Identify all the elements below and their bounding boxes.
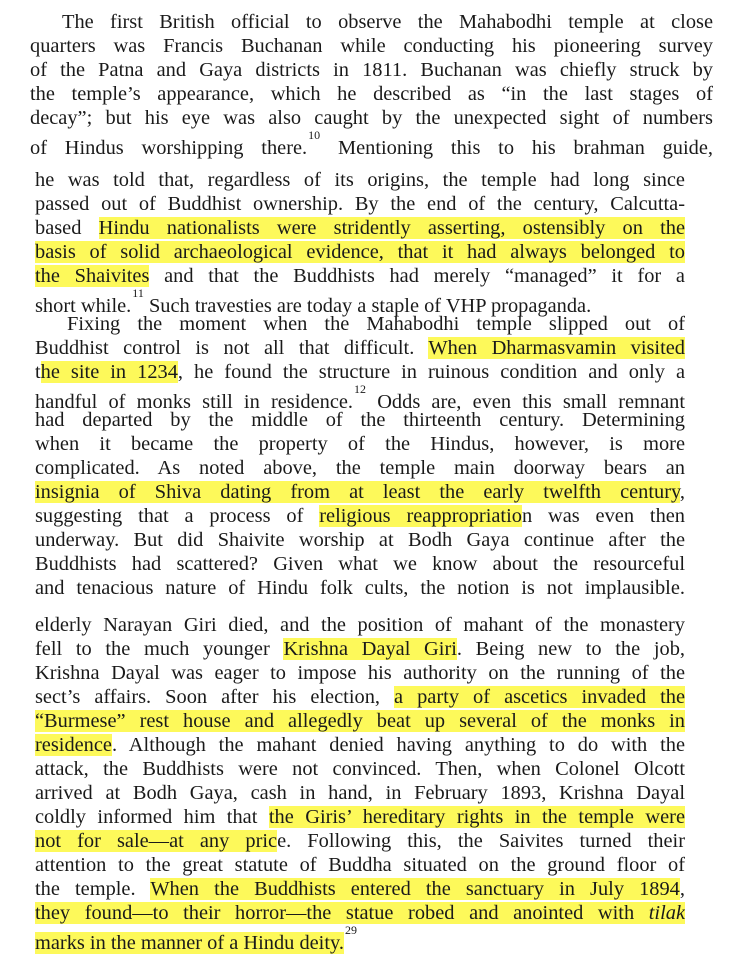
text-line: when it became the property of the Hindus, however, is more [35, 433, 685, 455]
text-line: elderly Narayan Giri died, and the position of mahant of the monastery [35, 614, 685, 636]
text-line: handful of monks still in residence.$^{12}$ Odds are, even this small remnant [35, 384, 685, 413]
highlight: marks in the manner of a Hindu deity. [35, 931, 344, 954]
text-line: the site in 1234, he found the structure in ruinous condition and only a [35, 361, 685, 383]
footnote-marker: 11 [132, 288, 144, 300]
highlight: residence [35, 734, 112, 756]
highlight: he site in 1234 [40, 361, 178, 383]
highlight: they found—to their horror—the statue robed and anointed with tilak [35, 902, 685, 924]
text-line: complicated. As noted above, the temple main doorway bears an [35, 457, 685, 479]
text-line: Buddhist control is not all that difficult. When Dharmasvamin visited [35, 337, 685, 359]
text-line: of Hindus worshipping there.$^{10}$ Mentioning this to his brahman guide, [30, 130, 713, 159]
highlight: Hindu nationalists were stridently asserting, ostensibly on the [98, 217, 685, 239]
text-line: fell to the much younger Krishna Dayal Giri. Being new to the job, [35, 638, 685, 660]
text-line [35, 240, 685, 264]
text-line [35, 709, 685, 733]
text-line [35, 925, 685, 955]
text-line: attention to the great statute of Buddha situated on the ground floor of [35, 854, 685, 876]
text-line: he was told that, regardless of its origins, the temple had long since [35, 169, 685, 191]
text-line: the temple. When the Buddhists entered the sanctuary in July 1894, [35, 878, 685, 900]
footnote-marker: 12 [354, 384, 367, 396]
highlight: basis of solid archaeological evidence, that it had always belonged to [35, 241, 685, 263]
highlight: a party of ascetics invaded the [394, 686, 685, 708]
highlight: insignia of Shiva dating from at least the early twelfth century [35, 481, 680, 503]
text-line: Buddhists had scattered? Given what we know about the resourceful [35, 553, 685, 575]
text-line: decay”; but his eye was also caught by the unexpected sight of numbers [30, 107, 713, 129]
highlight: Krishna Dayal Giri [283, 638, 457, 660]
text-line: had departed by the middle of the thirteenth century. Determining [35, 409, 685, 431]
text-line: coldly informed him that the Giris’ hereditary rights in the temple were [35, 806, 685, 828]
text-line: Krishna Dayal was eager to impose his authority on the running of the [35, 662, 685, 684]
text-line: of the Patna and Gaya districts in 1811. Buchanan was chiefly struck by [30, 59, 713, 81]
text-line: quarters was Francis Buchanan while conducting his pioneering survey [30, 35, 713, 57]
text-line: arrived at Bodh Gaya, cash in hand, in February 1893, Krishna Dayal [35, 782, 685, 804]
highlight: “Burmese” rest house and allegedly beat up several of the monks in [35, 710, 685, 732]
footnote-marker: 10 [308, 130, 321, 142]
text-line: attack, the Buddhists were not convinced. Then, when Colonel Olcott [35, 758, 685, 780]
text-line: The first British official to observe the Mahabodhi temple at close [62, 11, 713, 33]
text-line: not for sale—at any price. Following this, the Saivites turned their [35, 830, 685, 852]
highlight: the Giris’ hereditary rights in the temple were [268, 806, 685, 828]
text-line: the temple’s appearance, which he described as “in the last stages of [30, 83, 713, 105]
text-line: and tenacious nature of Hindu folk cults, the notion is not implausible. [35, 577, 685, 599]
text-line: passed out of Buddhist ownership. By the end of the century, Calcutta- [35, 193, 685, 215]
text-line: sect’s affairs. Soon after his election, a party of ascetics invaded the [35, 686, 685, 708]
highlight: religious reappropriatio [319, 505, 522, 527]
text-line: suggesting that a process of religious reappropriation was even then [35, 505, 685, 527]
text-line: the Shaivites and that the Buddhists had merely “managed” it for a [35, 265, 685, 287]
highlight: not for sale—at any pric [35, 830, 278, 852]
text-line: based Hindu nationalists were stridently asserting, ostensibly on the [35, 217, 685, 239]
highlight: When the Buddhists entered the sanctuary in July 1894 [150, 878, 680, 900]
highlight: the Shaivites [35, 265, 150, 287]
text-line: Fixing the moment when the Mahabodhi temple slipped out of [67, 313, 685, 335]
highlight: When Dharmasvamin visited [428, 337, 685, 359]
text-line: short while.$^{11}$ Such travesties are today a staple of VHP propaganda. [35, 288, 592, 317]
text-line: insignia of Shiva dating from at least the early twelfth century, [35, 481, 685, 503]
footnote-marker: 29 [345, 925, 357, 937]
text-line: underway. But did Shaivite worship at Bodh Gaya continue after the [35, 529, 685, 551]
text-line [35, 901, 685, 925]
text-line: residence. Although the mahant denied having anything to do with the [35, 734, 685, 756]
